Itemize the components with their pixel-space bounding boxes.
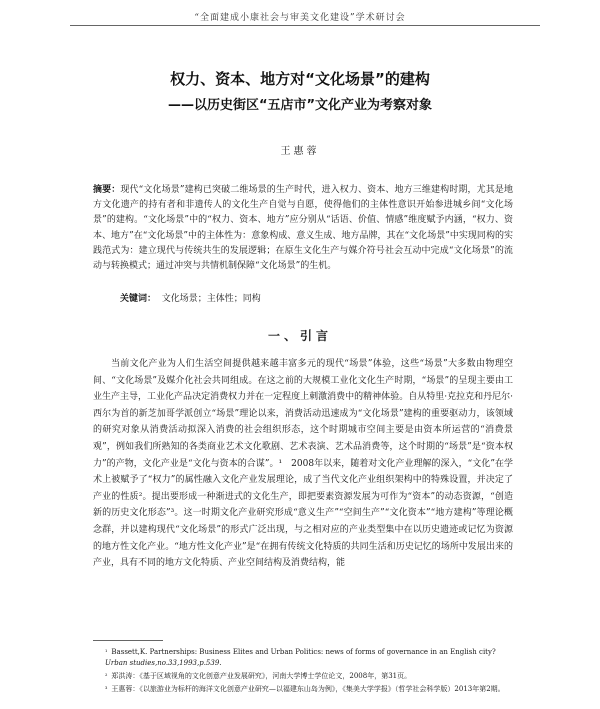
footnote-mark: ² — [105, 673, 108, 680]
footnote-1 — [105, 647, 515, 669]
header-divider — [70, 25, 540, 26]
article-subtitle: ——以历史街区“五店市”文化产业为考察对象 — [167, 98, 433, 113]
footnote-text: 郑洪涛：《基于区域视角的文化创意产业发展研究》，河南大学博士学位论文，2008年，第31页。 — [111, 672, 412, 680]
footnote-mark: ¹ — [105, 649, 108, 656]
footnote-3 — [105, 684, 515, 695]
running-header: “全面建成小康社会与审美文化建设”学术研讨会 — [194, 13, 406, 23]
keywords — [120, 291, 520, 304]
author-name: 王惠蓉 — [280, 146, 320, 157]
footnote-text: 王惠蓉：《以旅游业为标杆的海洋文化创意产业研究—以福建东山岛为例》，《集美大学学报》（哲学社会科学版）2013年第2期。 — [111, 685, 505, 693]
abstract-label: 摘要： — [93, 185, 121, 195]
footnote-2 — [105, 671, 515, 682]
keywords-label: 关键词： — [120, 294, 157, 304]
article-title: 权力、资本、地方对“文化场景”的建构 — [170, 70, 430, 88]
abstract-text: 现代“文化场景”建构已突破二维场景的生产时代，进入权力、资本、地方三维建构时期，尤其是地方文化遗产的持有者和非遗传人的文化生产自觉与自愿，使得他们的主体性意识开始参进城乡间“文化场景”的建构。“文化场景”中的“权力、资本、地方”应分别从“话语、价值、情感”维度赋予内涵，“权力、资本、地方”在“文化场景”中的主体性为：意象构成、意义生成、地方品牌，其在“文化场景”中实现同构的实践范式为：建立现代与传统共生的发展逻辑；在原生文化生产与媒介符号社会互动中完成“文化场景”的流动与转换模式；通过冲突与共情机制保障“文化场景”的生机。 — [93, 185, 513, 272]
footnote-source: Urban studies,no.33,1993,p.539. — [105, 659, 222, 667]
footnote-mark: ³ — [105, 686, 108, 693]
section-heading: 一、引言 — [267, 329, 332, 343]
keywords-text: 文化场景；主体性；同构 — [161, 294, 261, 304]
footnotes — [105, 647, 515, 697]
body-paragraph: 当前文化产业为人们生活空间提供越来越丰富多元的现代“场景”体验，这些“场景”大多数由物理空间、“文化场景”及媒介化社会共同组成。在这之前的大规模工业化文化生产时期，“场景”的呈现主要由工业生产主导，工业化产品决定消费权力并在一定程度上刺激消费中的精神体验。自从特里·克拉克和丹尼尔·西尔为首的新芝加哥学派创立“场景”理论以来，消费活动迅速成为“文化场景”建构的重要驱动力，该领域的研究对象从消费活动拟深入消费的社会组织形态，这个时期城市空间主要是由资本所运营的“消费景观”，例如我们所熟知的各类商业艺术文化歌剧、艺术表演、艺术品消费等，这个时期的“场景”是“资本权力”的产物，文化产业是“文化与资本的合谋”。¹ 2008年以来，随着对文化产业理解的深入，“文化”在学术上被赋予了“权力”的属性融入文化产业发展理论，成了当代文化产业组织架构中的特殊设置，并决定了产业的性质²。提出要形成一种渐进式的文化生产，即把要素资源发展为可作为“资本”的动态资源，“创造新的历史文化形态”³。这一时期文化产业研究形成“意义生产”“空间生产”“文化资本”“地方建构”等理论概念群，并以建构现代“文化场景”的形式广泛出现，与之相对应的产业类型集中在以历史遗迹或记忆为资源的地方性文化产业。“地方性文化产业”是“在拥有传统文化特质的共同生活和历史记忆的场所中发展出来的产业，具有不同的地方文化特质、产业空间结构及消费结构，能 — [93, 359, 513, 569]
footnote-divider — [93, 640, 163, 641]
footnote-text: Bassett,K. Partnerships: Business Elites and Urban Politics: news of forms of governance in an English city? — [111, 648, 496, 656]
abstract — [93, 183, 513, 274]
